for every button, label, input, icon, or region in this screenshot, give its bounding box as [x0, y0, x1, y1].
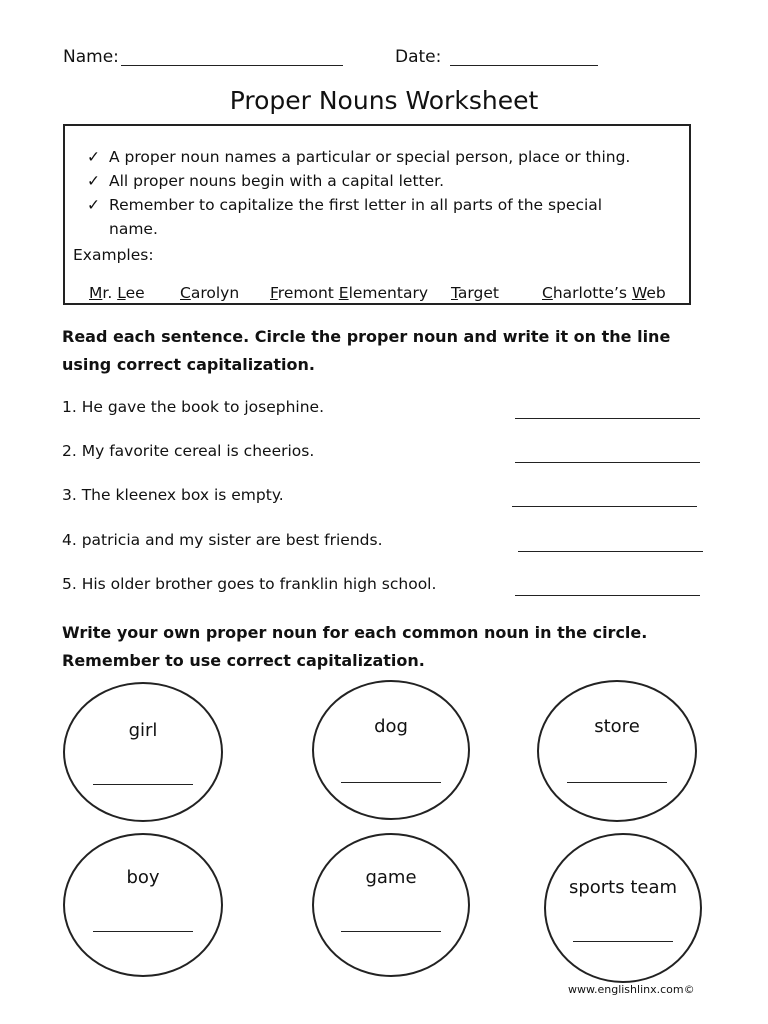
answer-line-5[interactable]: [515, 579, 700, 596]
circle-label: boy: [126, 867, 160, 888]
checkmark-icon: ✓: [87, 172, 100, 190]
circle-girl: [63, 682, 223, 822]
circle-answer-line[interactable]: [573, 941, 673, 942]
answer-line-1[interactable]: [515, 402, 700, 419]
circle-label: sports team: [568, 877, 678, 898]
date-field[interactable]: [450, 49, 598, 66]
circle-store: [537, 680, 697, 822]
circle-answer-line[interactable]: [93, 931, 193, 932]
answer-line-3[interactable]: [512, 490, 697, 507]
circle-sports-team: [544, 833, 702, 983]
example-mr-lee: Mr. Lee: [89, 284, 145, 302]
example-charlottes-web: Charlotte’s Web: [542, 284, 666, 302]
rule-item: ✓ A proper noun names a particular or special person, place or thing.: [87, 148, 631, 166]
name-label: Name:: [63, 47, 119, 67]
section2-instructions: [62, 619, 712, 675]
sentence-2: 2. My favorite cereal is cheerios.: [62, 442, 315, 460]
checkmark-icon: ✓: [87, 196, 100, 214]
section2-instructions-line1: Write your own proper noun for each common noun in the circle.: [62, 623, 648, 642]
rule-item: ✓ All proper nouns begin with a capital letter.: [87, 172, 445, 190]
circle-label: game: [365, 867, 417, 888]
example-carolyn: Carolyn: [180, 284, 240, 302]
answer-line-2[interactable]: [515, 446, 700, 463]
sentence-3: 3. The kleenex box is empty.: [62, 486, 284, 504]
circle-dog: [312, 680, 470, 820]
circle-label: girl: [128, 720, 158, 741]
sentence-5: 5. His older brother goes to franklin high school.: [62, 575, 437, 593]
rules-box: [63, 124, 691, 305]
date-label: Date:: [395, 47, 442, 67]
sentence-4: 4. patricia and my sister are best friends.: [62, 531, 383, 549]
circle-answer-line[interactable]: [567, 782, 667, 783]
example-target: Target: [451, 284, 499, 302]
answer-line-4[interactable]: [518, 535, 703, 552]
footer-url: www.englishlinx.com©: [568, 983, 695, 996]
section2-instructions-line2: Remember to use correct capitalization.: [62, 651, 425, 670]
circle-answer-line[interactable]: [341, 782, 441, 783]
checkmark-icon: ✓: [87, 148, 100, 166]
circle-answer-line[interactable]: [93, 784, 193, 785]
circle-label: dog: [374, 716, 408, 737]
circle-label: store: [594, 716, 640, 737]
circle-game: [312, 833, 470, 977]
circle-answer-line[interactable]: [341, 931, 441, 932]
example-fremont-elementary: Fremont Elementary: [270, 284, 429, 302]
name-field[interactable]: [121, 49, 343, 66]
section1-instructions: Read each sentence. Circle the proper noun and write it on the line using correct capitalization.: [62, 327, 671, 374]
sentence-1: 1. He gave the book to josephine.: [62, 398, 325, 416]
circle-boy: [63, 833, 223, 977]
examples-label: Examples:: [73, 246, 154, 264]
rule-item-continuation: name.: [109, 220, 158, 238]
worksheet-title: Proper Nouns Worksheet: [229, 86, 539, 115]
rule-item: ✓ Remember to capitalize the first letter in all parts of the special: [87, 196, 603, 214]
